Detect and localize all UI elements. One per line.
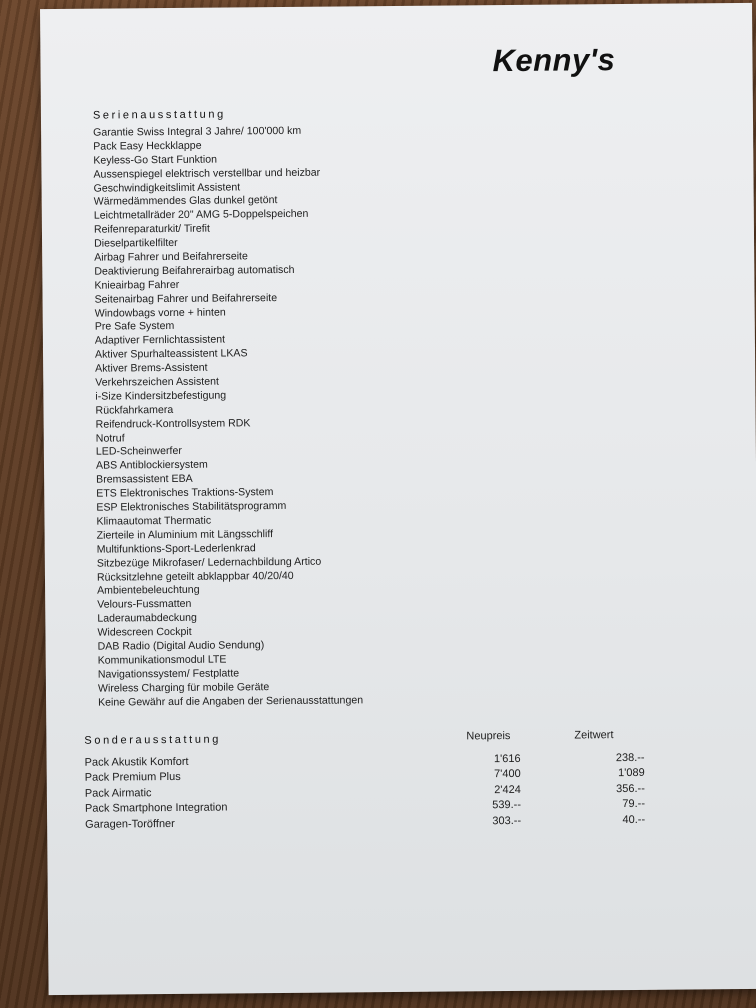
standard-equipment-item: Notruf	[95, 431, 125, 445]
option-name: Pack Akustik Komfort	[84, 755, 189, 769]
standard-equipment-item: Geschwindigkeitslimit Assistent	[93, 180, 241, 195]
standard-equipment-item: Reifendruck-Kontrollsystem RDK	[95, 416, 251, 431]
brand-logo: Kenny's	[492, 42, 616, 79]
standard-equipment-item: Verkehrszeichen Assistent	[95, 375, 219, 389]
standard-equipment-title: Serienausstattung	[92, 108, 226, 122]
standard-equipment-item: Keyless-Go Start Funktion	[93, 153, 218, 167]
standard-equipment-list	[93, 123, 498, 710]
standard-equipment-item: Ambientebeleuchtung	[97, 584, 200, 598]
standard-equipment-item: Klimaautomat Thermatic	[96, 514, 212, 528]
standard-equipment-item: Windowbags vorne + hinten	[94, 306, 226, 320]
standard-equipment-item: i-Size Kindersitzbefestigung	[95, 389, 227, 403]
standard-equipment-item: Deaktivierung Beifahrerairbag automatisch	[94, 263, 295, 278]
standard-equipment-item: Pack Easy Heckklappe	[93, 139, 202, 153]
standard-equipment-item: Dieselpartikelfilter	[94, 237, 178, 250]
standard-equipment-item: Zierteile in Aluminium mit Längsschliff	[96, 527, 274, 542]
option-new-price: 539.--	[492, 799, 522, 812]
standard-equipment-item: Laderaumabdeckung	[97, 611, 197, 625]
option-current-value: 79.--	[622, 798, 646, 811]
standard-equipment-item: Wärmedämmendes Glas dunkel getönt	[93, 194, 278, 209]
standard-equipment-item: Navigationssystem/ Festplatte	[97, 667, 240, 681]
standard-equipment-item: Widescreen Cockpit	[97, 625, 192, 639]
paper-sheet	[40, 3, 756, 995]
standard-equipment-item: Seitenairbag Fahrer und Beifahrerseite	[94, 291, 278, 306]
standard-equipment-item: ABS Antiblockiersystem	[95, 459, 208, 473]
option-new-price: 2'424	[494, 783, 521, 796]
standard-equipment-item: Leichtmetallräder 20" AMG 5-Doppelspeichen	[93, 208, 309, 222]
standard-equipment-item: Airbag Fahrer und Beifahrerseite	[94, 250, 248, 264]
option-new-price: 303.--	[492, 814, 522, 827]
standard-equipment-item: Rückfahrkamera	[95, 403, 174, 417]
optional-equipment-title: Sonderausstattung	[84, 733, 221, 747]
standard-equipment-item: Sitzbezüge Mikrofaser/ Ledernachbildung Artico	[96, 555, 322, 570]
standard-equipment-item: Adaptiver Fernlichtassistent	[94, 333, 226, 347]
standard-equipment-item: ESP Elektronisches Stabilitätsprogramm	[96, 500, 287, 514]
standard-equipment-item: Rücksitzlehne geteilt abklappbar 40/20/40	[96, 569, 294, 584]
standard-equipment-item: DAB Radio (Digital Audio Sendung)	[97, 639, 265, 653]
standard-equipment-item: Velours-Fussmatten	[97, 598, 192, 611]
option-name: Garagen-Toröffner	[85, 817, 175, 831]
standard-equipment-item: Multifunktions-Sport-Lederlenkrad	[96, 541, 256, 556]
option-current-value: 1'089	[618, 767, 645, 780]
option-name: Pack Smartphone Integration	[84, 801, 228, 815]
standard-equipment-item: Bremsassistent EBA	[96, 473, 193, 486]
standard-equipment-item: Reifenreparaturkit/ Tirefit	[93, 222, 210, 236]
standard-equipment-item: ETS Elektronisches Traktions-System	[96, 486, 274, 500]
standard-equipment-item: Garantie Swiss Integral 3 Jahre/ 100'000 km	[93, 124, 302, 139]
standard-equipment-item: LED-Scheinwerfer	[95, 445, 182, 459]
standard-equipment-item: Keine Gewähr auf die Angaben der Serienausstattungen	[98, 693, 364, 709]
option-current-value: 356.--	[616, 782, 645, 795]
standard-equipment-item: Aktiver Spurhalteassistent LKAS	[94, 347, 248, 361]
standard-equipment-item: Wireless Charging für mobile Geräte	[97, 680, 270, 695]
option-current-value: 40.--	[622, 813, 646, 826]
standard-equipment-item: Aktiver Brems-Assistent	[95, 361, 208, 375]
standard-equipment-item: Aussenspiegel elektrisch verstellbar und heizbar	[93, 166, 321, 181]
standard-equipment-item: Pre Safe System	[94, 320, 175, 334]
option-new-price: 7'400	[494, 768, 521, 781]
standard-equipment-item: Knieairbag Fahrer	[94, 278, 180, 292]
column-header-current-value: Zeitwert	[574, 729, 614, 742]
standard-equipment-item: Kommunikationsmodul LTE	[97, 653, 227, 667]
option-name: Pack Airmatic	[84, 786, 152, 800]
option-name: Pack Premium Plus	[84, 771, 181, 785]
option-current-value: 238.--	[615, 751, 645, 765]
option-new-price: 1'616	[493, 752, 521, 766]
column-header-new-price: Neupreis	[466, 730, 511, 743]
optional-equipment-table	[85, 751, 646, 833]
